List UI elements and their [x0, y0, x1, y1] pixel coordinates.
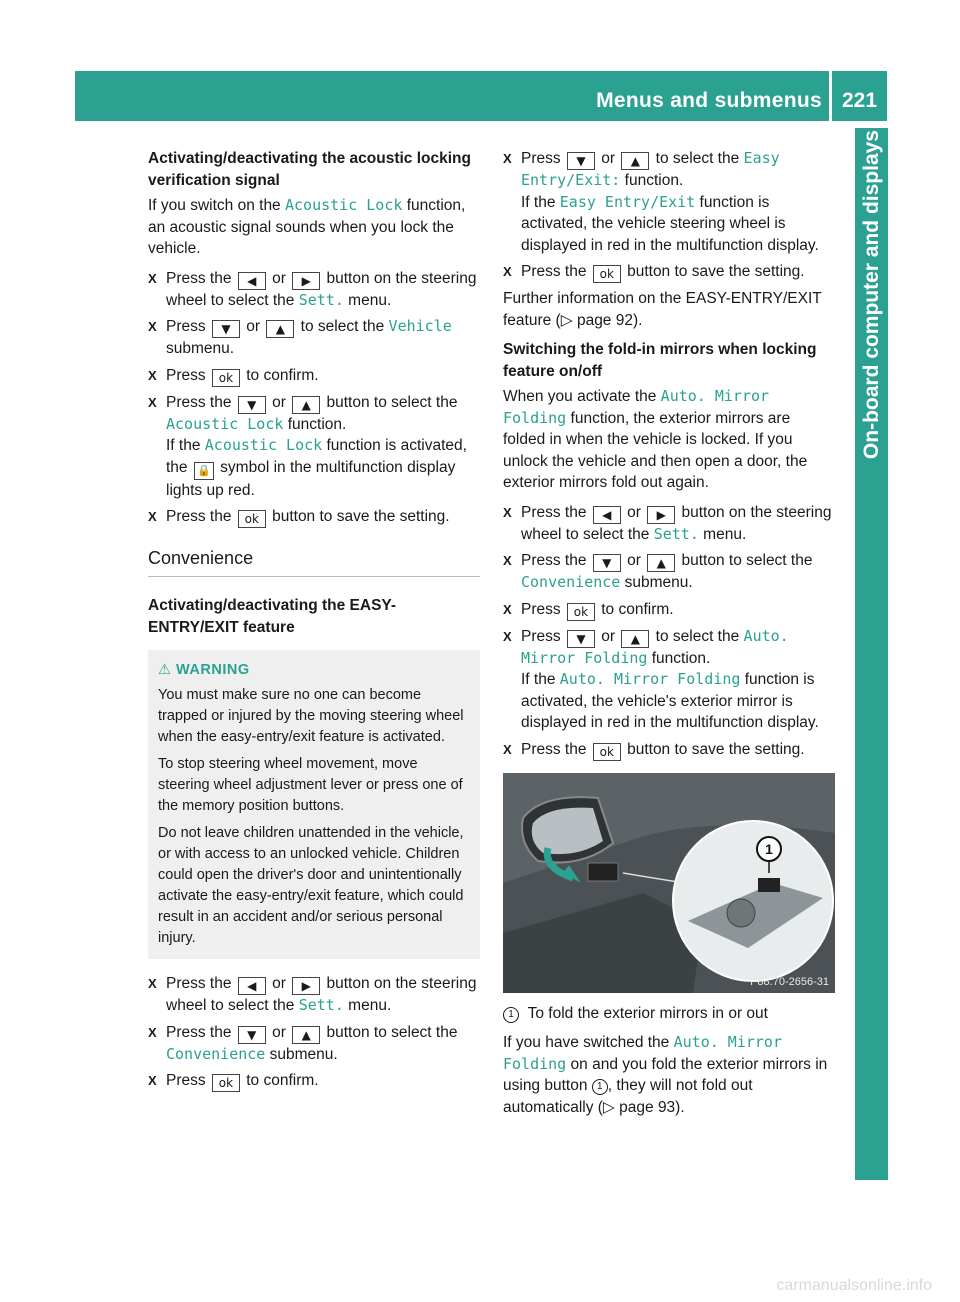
- right-arrow-key-icon: ▶: [292, 272, 320, 290]
- paragraph: When you activate the Auto. Mirror Folding function, the exterior mirrors are folded in when the vehicle is locked. If you unlock the vehicle and then open a door, the exterior mirrors fold out again.: [503, 387, 808, 491]
- side-tab-label: On-board computer and displays: [860, 130, 883, 460]
- callout-label: 1: [765, 840, 773, 857]
- step: X Press ok to confirm.: [503, 599, 835, 621]
- down-arrow-key-icon: ▼: [212, 320, 240, 338]
- ok-key-icon: ok: [593, 265, 621, 283]
- ok-key-icon: ok: [212, 1074, 240, 1092]
- step: X Press the ◀ or ▶ button on the steering wheel to select the Sett. menu.: [148, 973, 480, 1017]
- figure-caption: 1 To fold the exterior mirrors in or out: [503, 1003, 835, 1025]
- up-arrow-key-icon: ▲: [292, 1026, 320, 1044]
- header-divider: [829, 71, 832, 121]
- step: X Press the ok button to save the setting.: [503, 739, 835, 761]
- callout-1-icon: 1: [503, 1007, 519, 1023]
- step: X Press the ▼ or ▲ button to select the Convenience submenu.: [148, 1022, 480, 1066]
- paragraph: If you have switched the Auto. Mirror Folding on and you fold the exterior mirrors in using button 1 , they will not fold out automatically (▷ page 93).: [503, 1033, 828, 1116]
- right-column: [503, 148, 835, 1126]
- warning-box: [148, 650, 480, 959]
- left-arrow-key-icon: ◀: [593, 506, 621, 524]
- down-arrow-key-icon: ▼: [567, 152, 595, 170]
- ok-key-icon: ok: [212, 369, 240, 387]
- up-arrow-key-icon: ▲: [292, 396, 320, 414]
- down-arrow-key-icon: ▼: [567, 630, 595, 648]
- section-heading: Switching the fold-in mirrors when locking feature on/off: [503, 341, 817, 380]
- step: X Press ▼ or ▲ to select the Auto. Mirror Folding function. If the Auto. Mirror Folding function is activated, the vehicle's exterior mirror is displayed in red in the multifunction display.: [503, 626, 835, 734]
- warning-text: You must make sure no one can become trapped or injured by the moving steering wheel when the easy-entry/exit feature is activated.: [158, 687, 464, 745]
- step: X Press the ok button to save the setting.: [148, 506, 480, 528]
- mirror-switch-figure: [503, 773, 835, 993]
- left-column: [148, 148, 480, 1097]
- step: X Press ▼ or ▲ to select the Vehicle submenu.: [148, 316, 480, 360]
- warning-text: Do not leave children unattended in the vehicle, or with access to an unlocked vehicle. Children could open the driver's door and unintentionally activate the easy-entry/exit feature, which could result in an accident and/or serious personal injury.: [158, 825, 464, 946]
- page-number: 221: [842, 89, 878, 112]
- page-title: Menus and submenus: [596, 89, 822, 112]
- up-arrow-key-icon: ▲: [266, 320, 294, 338]
- section-heading: Activating/deactivating the acoustic locking verification signal: [148, 150, 471, 189]
- figure-code: P88.70-2656-31: [750, 975, 829, 988]
- step: X Press ▼ or ▲ to select the Easy Entry/Exit: function. If the Easy Entry/Exit function is activated, the vehicle steering wheel is displayed in red in the multifunction display.: [503, 148, 835, 256]
- ok-key-icon: ok: [238, 510, 266, 528]
- section-heading: Activating/deactivating the EASY-ENTRY/EXIT feature: [148, 597, 397, 636]
- ok-key-icon: ok: [593, 743, 621, 761]
- step: X Press the ◀ or ▶ button on the steering wheel to select the Sett. menu.: [148, 268, 480, 312]
- mirror-illustration: [503, 773, 835, 993]
- lock-icon: 🔒: [194, 462, 214, 480]
- callout-1-icon: 1: [592, 1079, 608, 1095]
- step: X Press ok to confirm.: [148, 365, 480, 387]
- left-arrow-key-icon: ◀: [238, 977, 266, 995]
- warning-triangle-icon: ⚠: [158, 662, 172, 678]
- step: X Press the ▼ or ▲ button to select the Acoustic Lock function. If the Acoustic Lock function is activated, the 🔒 symbol in the multifunction display lights up red.: [148, 392, 480, 502]
- paragraph: Further information on the EASY-ENTRY/EXIT feature (▷ page 92).: [503, 290, 822, 329]
- step: X Press the ok button to save the setting.: [503, 261, 835, 283]
- down-arrow-key-icon: ▼: [238, 396, 266, 414]
- step: X Press ok to confirm.: [148, 1070, 480, 1092]
- step: X Press the ◀ or ▶ button on the steering wheel to select the Sett. menu.: [503, 502, 835, 546]
- up-arrow-key-icon: ▲: [621, 630, 649, 648]
- up-arrow-key-icon: ▲: [647, 554, 675, 572]
- paragraph: If you switch on the Acoustic Lock function, an acoustic signal sounds when you lock the vehicle.: [148, 196, 466, 257]
- footer-watermark: carmanualsonline.info: [776, 1277, 932, 1294]
- down-arrow-key-icon: ▼: [238, 1026, 266, 1044]
- warning-text: To stop steering wheel movement, move steering wheel adjustment lever or press one of the memory position buttons.: [158, 756, 463, 814]
- step: X Press the ▼ or ▲ button to select the Convenience submenu.: [503, 550, 835, 594]
- right-arrow-key-icon: ▶: [647, 506, 675, 524]
- down-arrow-key-icon: ▼: [593, 554, 621, 572]
- ok-key-icon: ok: [567, 603, 595, 621]
- section-title: Convenience: [148, 546, 480, 577]
- right-arrow-key-icon: ▶: [292, 977, 320, 995]
- warning-title: ⚠ WARNING: [158, 662, 250, 678]
- left-arrow-key-icon: ◀: [238, 272, 266, 290]
- up-arrow-key-icon: ▲: [621, 152, 649, 170]
